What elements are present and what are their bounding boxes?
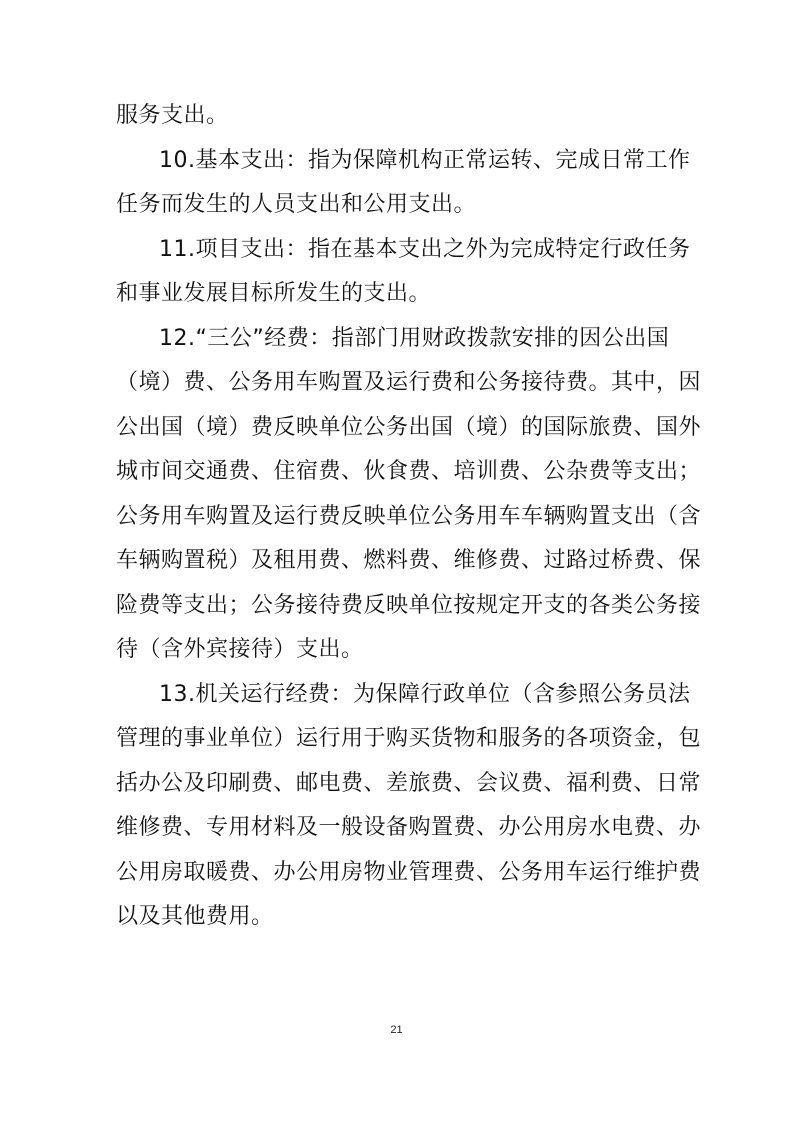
text-line: 公务用车购置及运行费反映单位公务用车车辆购置支出（含: [116, 504, 702, 529]
text-line: 12.“三公”经费：指部门用财政拨款安排的因公出国: [159, 326, 670, 351]
text-line: 13.机关运行经费：为保障行政单位（含参照公务员法: [159, 682, 691, 707]
text-line: 10.基本支出：指为保障机构正常运转、完成日常工作: [159, 148, 691, 173]
page-number: 21: [390, 1024, 403, 1036]
text-line: 任务而发生的人员支出和公用支出。: [116, 192, 477, 217]
text-line: 括办公及印刷费、邮电费、差旅费、会议费、福利费、日常: [116, 771, 702, 796]
text-line: 城市间交通费、住宿费、伙食费、培训费、公杂费等支出；: [116, 459, 702, 484]
text-line: 11.项目支出：指在基本支出之外为完成特定行政任务: [159, 237, 691, 262]
text-line: 车辆购置税）及租用费、燃料费、维修费、过路过桥费、保: [116, 548, 702, 573]
text-line: 和事业发展目标所发生的支出。: [116, 281, 432, 306]
text-line: 公用房取暖费、办公用房物业管理费、公务用车运行维护费: [116, 860, 702, 885]
text-line: 险费等支出；公务接待费反映单位按规定开支的各类公务接: [116, 593, 702, 618]
text-line: 维修费、专用材料及一般设备购置费、办公用房水电费、办: [116, 815, 702, 840]
text-line: （境）费、公务用车购置及运行费和公务接待费。其中，因: [116, 370, 702, 395]
text-line: 待（含外宾接待）支出。: [116, 637, 364, 662]
text-line: 公出国（境）费反映单位公务出国（境）的国际旅费、国外: [116, 415, 702, 440]
text-line: 管理的事业单位）运行用于购买货物和服务的各项资金，包: [116, 726, 702, 751]
text-line: 服务支出。: [116, 103, 229, 128]
text-line: 以及其他费用。: [116, 904, 274, 929]
